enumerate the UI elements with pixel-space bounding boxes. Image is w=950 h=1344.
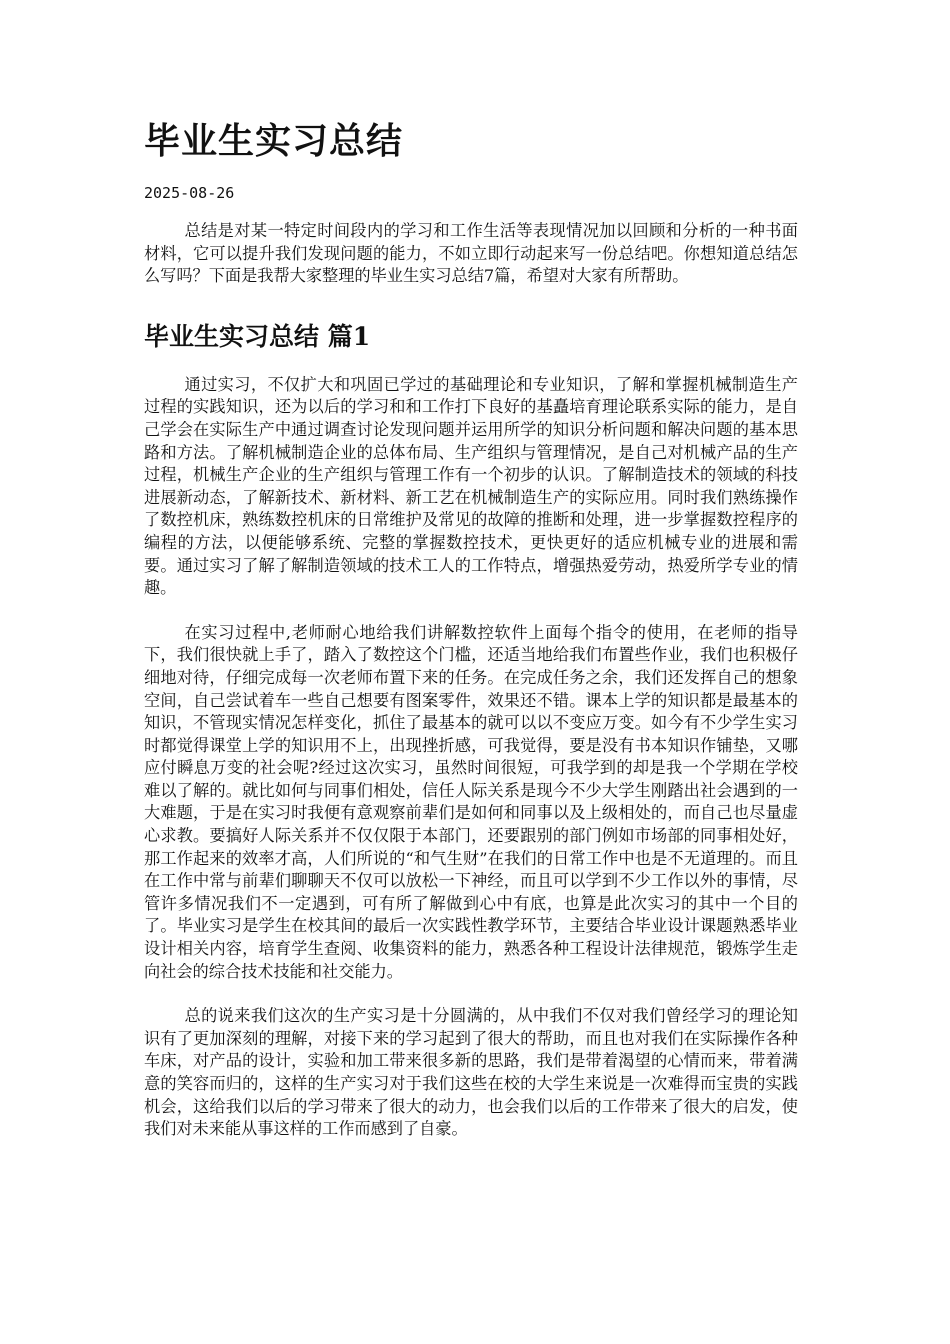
page-title: 毕业生实习总结 (144, 120, 404, 162)
body-paragraph-2: 在实习过程中,老师耐心地给我们讲解数控软件上面每个指令的使用，在老师的指导下，我们很快就上手了，踏入了数控这个门槛，还适当地给我们布置些作业，我们也积极仔细地对待，仔细完成每一次老师布置下来的任务。在完成任务之余，我们还发挥自己的想象空间，自己尝试着车一些自己想要有图案零件，效果还不错。课本上学的知识都是最基本的知识，不管现实情况怎样变化，抓住了最基本的就可以以不变应万变。如今有不少学生实习时都觉得课堂上学的知识用不上，出现挫折感，可我觉得，要是没有书本知识作铺垫，又哪应付瞬息万变的社会呢?经过这次实习，虽然时间很短，可我学到的却是我一个学期在学校难以了解的。就比如何与同事们相处，信任人际关系是现今不少大学生刚踏出社会遇到的一大难题，于是在实习时我便有意观察前辈们是如何和同事以及上级相处的，而自己也尽量虚心求教。要搞好人际关系并不仅仅限于本部门，还要跟别的部门例如市场部的同事相处好，那工作起来的效率才高，人们所说的“和气生财”在我们的日常工作中也是不无道理的。而且在工作中常与前辈们聊聊天不仅可以放松一下神经，而且可以学到不少工作以外的事情，尽管许多情况我们不一定遇到，可有所了解做到心中有底，也算是此次实习的其中一个目的了。毕业实习是学生在校其间的最后一次实践性教学环节，主要结合毕业设计课题熟悉毕业设计相关内容，培育学生查阅、收集资料的能力，熟悉各种工程设计法律规范，锻炼学生走向社会的综合技术技能和社交能力。 (144, 622, 798, 981)
body-paragraph-1: 通过实习，不仅扩大和巩固已学过的基础理论和专业知识，了解和掌握机械制造生产过程的实践知识，还为以后的学习和和工作打下良好的基矗培育理论联系实际的能力，是自己学会在实际生产中通过调查讨论发现问题并运用所学的知识分析问题和解决问题的基本思路和方法。了解机械制造企业的总体布局、生产组织与管理情况，是自己对机械产品的生产过程，机械生产企业的生产组织与管理工作有一个初步的认识。了解制造技术的领域的科技进展新动态，了解新技术、新材料、新工艺在机械制造生产的实际应用。同时我们熟练操作了数控机床，熟练数控机床的日常维护及常见的故障的推断和处理，进一步掌握数控程序的编程的方法，以便能够系统、完整的掌握数控技术，更快更好的适应机械专业的进展和需要。通过实习了解了解制造领域的技术工人的工作特点，增强热爱劳动，热爱所学专业的情趣。 (144, 374, 798, 598)
intro-paragraph: 总结是对某一特定时间段内的学习和工作生活等表现情况加以回顾和分析的一种书面材料，它可以提升我们发现问题的能力，不如立即行动起来写一份总结吧。你想知道总结怎么写吗？下面是我帮大家整理的毕业生实习总结7篇，希望对大家有所帮助。 (144, 221, 798, 286)
document-page (144, 0, 798, 1141)
publish-date: 2025-08-26 (144, 184, 235, 202)
body-paragraph-3: 总的说来我们这次的生产实习是十分圆满的，从中我们不仅对我们曾经学习的理论知识有了更加深刻的理解，对接下来的学习起到了很大的帮助，而且也对我们在实际操作各种车床，对产品的设计，实验和加工带来很多新的思路，我们是带着渴望的心情而来，带着满意的笑容而归的，这样的生产实习对于我们这些在校的大学生来说是一次难得而宝贵的实践机会，这给我们以后的学习带来了很大的动力，也会我们以后的工作带来了很大的启发，使我们对未来能从事这样的工作而感到了自豪。 (144, 1006, 798, 1139)
section-title: 毕业生实习总结 篇1 (144, 321, 371, 351)
